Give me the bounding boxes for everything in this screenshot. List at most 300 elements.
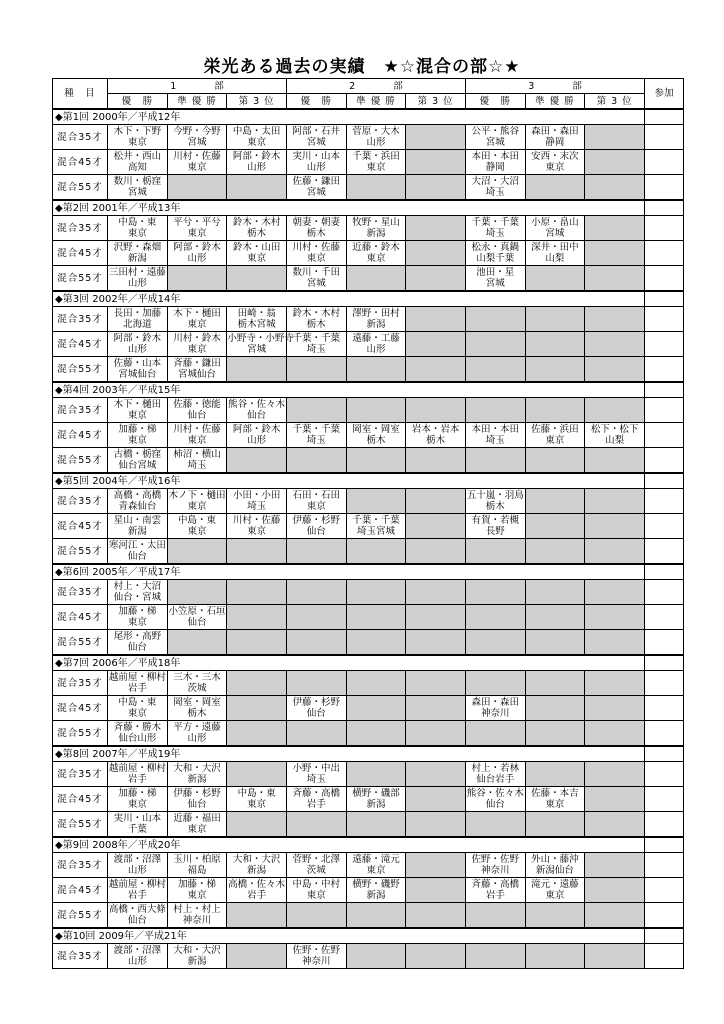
result-cell xyxy=(286,266,346,292)
empty-cell xyxy=(406,696,466,721)
participation-cell xyxy=(645,928,684,944)
player-region: 宮城仙台 xyxy=(177,369,216,380)
event-label: 混合35才 xyxy=(53,307,108,332)
empty-cell xyxy=(406,150,466,175)
player-region: 山形 xyxy=(366,137,386,148)
player-region: 栃木 xyxy=(187,708,207,719)
player-region: 埼玉 xyxy=(306,774,326,785)
player-region: 東京 xyxy=(127,708,147,719)
player-names: 田崎・翁 xyxy=(237,308,276,319)
empty-cell xyxy=(585,398,645,423)
empty-cell xyxy=(585,216,645,241)
player-names: 佐野・佐野 xyxy=(471,854,520,865)
empty-cell xyxy=(346,696,406,721)
empty-cell xyxy=(406,398,466,423)
result-cell xyxy=(227,514,287,539)
player-region: 青森仙台 xyxy=(118,501,157,512)
player-names: 澤野・田村 xyxy=(352,308,400,319)
player-names: 村上・大沼 xyxy=(113,581,162,592)
player-region: 東京 xyxy=(247,253,267,264)
player-names: 伊藤・杉野 xyxy=(292,697,341,708)
result-cell xyxy=(227,241,287,266)
empty-cell xyxy=(406,514,466,539)
empty-cell xyxy=(406,241,466,266)
participation-cell xyxy=(645,944,684,969)
empty-cell xyxy=(406,307,466,332)
player-region: 東京 xyxy=(127,435,147,446)
result-cell xyxy=(108,216,168,241)
result-cell xyxy=(346,241,406,266)
event-label: 混合55才 xyxy=(53,357,108,383)
player-region: 岩手 xyxy=(306,799,326,810)
empty-cell xyxy=(167,175,227,201)
player-names: 外山・藤沖 xyxy=(531,854,579,865)
result-cell xyxy=(108,605,168,630)
table-row xyxy=(53,762,684,787)
empty-cell xyxy=(406,812,466,838)
result-cell xyxy=(108,696,168,721)
result-cell xyxy=(108,787,168,812)
participation-cell xyxy=(645,291,684,307)
result-cell xyxy=(108,423,168,448)
player-names: 有賀・若槻 xyxy=(471,515,520,526)
event-label: 混合35才 xyxy=(53,216,108,241)
player-region: 新潟 xyxy=(127,526,147,537)
player-region: 東京 xyxy=(127,228,147,239)
player-region: 仙台 xyxy=(187,410,207,421)
result-cell xyxy=(167,332,227,357)
table-row xyxy=(53,216,684,241)
result-cell xyxy=(346,332,406,357)
empty-cell xyxy=(406,448,466,474)
empty-cell xyxy=(167,580,227,605)
player-names: 千葉・千葉 xyxy=(292,424,341,435)
player-region: 東京 xyxy=(366,253,386,264)
section-heading: ◆第8回 2007年／平成19年 xyxy=(53,746,645,762)
result-cell xyxy=(346,878,406,903)
player-region: 東京 xyxy=(127,137,147,148)
player-names: 斉藤・高橋 xyxy=(471,879,520,890)
player-names: 森田・森田 xyxy=(531,126,579,137)
result-cell xyxy=(108,514,168,539)
participation-cell xyxy=(645,307,684,332)
participation-cell xyxy=(645,200,684,216)
result-cell xyxy=(227,150,287,175)
table-row xyxy=(53,448,684,474)
player-region: 埼玉宮城 xyxy=(356,526,395,537)
empty-cell xyxy=(406,332,466,357)
empty-cell xyxy=(227,721,287,747)
result-cell xyxy=(525,423,585,448)
player-names: 越前屋・柳村 xyxy=(108,879,166,890)
participation-cell xyxy=(645,605,684,630)
result-cell xyxy=(227,787,287,812)
empty-cell xyxy=(465,332,525,357)
result-cell xyxy=(167,423,227,448)
empty-cell xyxy=(286,903,346,929)
player-region: 宮城 xyxy=(485,137,505,148)
participation-cell xyxy=(645,266,684,292)
participation-cell xyxy=(645,671,684,696)
empty-cell xyxy=(346,448,406,474)
player-region: 東京 xyxy=(306,501,326,512)
event-label: 混合45才 xyxy=(53,332,108,357)
player-region: 茨城 xyxy=(306,865,326,876)
player-region: 仙台山形 xyxy=(118,733,157,744)
empty-cell xyxy=(167,266,227,292)
player-region: 静岡 xyxy=(545,137,565,148)
result-cell xyxy=(525,241,585,266)
player-region: 宮城 xyxy=(187,137,207,148)
player-region: 仙台・宮城 xyxy=(113,592,162,603)
empty-cell xyxy=(346,903,406,929)
player-names: 伊藤・杉野 xyxy=(173,788,221,799)
event-label: 混合45才 xyxy=(53,150,108,175)
event-label: 混合35才 xyxy=(53,489,108,514)
empty-cell xyxy=(286,605,346,630)
empty-cell xyxy=(465,605,525,630)
place-header: 第 3 位 xyxy=(406,94,466,110)
event-label: 混合35才 xyxy=(53,853,108,878)
participation-cell xyxy=(645,812,684,838)
player-names: 伊藤・杉野 xyxy=(292,515,341,526)
empty-cell xyxy=(406,787,466,812)
empty-cell xyxy=(406,903,466,929)
player-region: 栃木宮城 xyxy=(237,319,276,330)
place-header: 優 勝 xyxy=(286,94,346,110)
event-label: 混合55才 xyxy=(53,266,108,292)
result-cell xyxy=(108,307,168,332)
player-region: 山梨千葉 xyxy=(476,253,515,264)
result-cell xyxy=(286,696,346,721)
participation-cell xyxy=(645,564,684,580)
player-names: 中島・東 xyxy=(118,697,157,708)
result-cell xyxy=(346,307,406,332)
place-header: 第 3 位 xyxy=(585,94,645,110)
empty-cell xyxy=(167,539,227,565)
player-names: 近藤・福田 xyxy=(173,813,221,824)
empty-cell xyxy=(227,448,287,474)
player-names: 木下・樋田 xyxy=(113,399,162,410)
table-row xyxy=(53,787,684,812)
player-region: 東京 xyxy=(545,799,565,810)
result-cell xyxy=(108,266,168,292)
participation-cell xyxy=(645,150,684,175)
player-names: 岡室・岡室 xyxy=(352,424,400,435)
player-names: 松永・真鍋 xyxy=(471,242,520,253)
empty-cell xyxy=(525,944,585,969)
participation-cell xyxy=(645,448,684,474)
empty-cell xyxy=(406,489,466,514)
result-cell xyxy=(286,241,346,266)
result-cell xyxy=(227,125,287,150)
result-cell xyxy=(167,241,227,266)
result-cell xyxy=(108,150,168,175)
result-cell xyxy=(346,514,406,539)
player-region: 山形 xyxy=(247,435,267,446)
result-cell xyxy=(167,721,227,747)
table-row xyxy=(53,671,684,696)
participation-cell xyxy=(645,903,684,929)
player-names: 斉藤・高橋 xyxy=(292,788,341,799)
empty-cell xyxy=(525,762,585,787)
empty-cell xyxy=(346,175,406,201)
result-cell xyxy=(167,150,227,175)
player-names: 渡部・沼澤 xyxy=(113,854,162,865)
result-cell xyxy=(286,175,346,201)
player-names: 岡室・岡室 xyxy=(173,697,221,708)
place-header: 準 優 勝 xyxy=(346,94,406,110)
result-cell xyxy=(465,241,525,266)
empty-cell xyxy=(525,630,585,656)
player-names: 池田・星 xyxy=(476,267,515,278)
player-names: 加藤・梯 xyxy=(118,424,157,435)
result-cell xyxy=(108,853,168,878)
participation-cell xyxy=(645,175,684,201)
player-names: 横野・磯部 xyxy=(352,788,400,799)
player-names: 千葉・浜田 xyxy=(352,151,400,162)
result-cell xyxy=(108,448,168,474)
player-names: 柿沼・横山 xyxy=(173,449,221,460)
empty-cell xyxy=(286,398,346,423)
result-cell xyxy=(108,762,168,787)
result-cell xyxy=(108,539,168,565)
player-region: 宮城 xyxy=(545,228,565,239)
player-region: 埼玉 xyxy=(247,501,267,512)
player-names: 石田・石田 xyxy=(292,490,341,501)
player-region: 岩手 xyxy=(247,890,267,901)
participation-cell xyxy=(645,655,684,671)
empty-cell xyxy=(525,357,585,383)
event-label: 混合45才 xyxy=(53,878,108,903)
player-names: 三木・三木 xyxy=(173,672,221,683)
empty-cell xyxy=(346,944,406,969)
player-region: 新潟 xyxy=(127,253,147,264)
empty-cell xyxy=(406,266,466,292)
empty-cell xyxy=(406,539,466,565)
player-region: 新潟 xyxy=(366,890,386,901)
result-cell xyxy=(346,853,406,878)
participation-cell xyxy=(645,423,684,448)
player-region: 山形 xyxy=(127,865,147,876)
player-region: 東京 xyxy=(127,799,147,810)
player-names: 寒河江・太田 xyxy=(108,540,166,551)
empty-cell xyxy=(227,605,287,630)
player-region: 福島 xyxy=(187,865,207,876)
empty-cell xyxy=(465,357,525,383)
player-region: 仙台 xyxy=(306,708,326,719)
result-cell xyxy=(525,150,585,175)
player-names: 斉藤・鎌田 xyxy=(173,358,221,369)
empty-cell xyxy=(227,903,287,929)
result-cell xyxy=(346,216,406,241)
empty-cell xyxy=(227,175,287,201)
player-region: 埼玉 xyxy=(485,228,505,239)
result-cell xyxy=(108,671,168,696)
player-region: 山形 xyxy=(127,344,147,355)
empty-cell xyxy=(465,671,525,696)
result-cell xyxy=(167,216,227,241)
empty-cell xyxy=(346,812,406,838)
player-region: 東京 xyxy=(187,319,207,330)
player-names: 実川・山本 xyxy=(113,813,162,824)
empty-cell xyxy=(585,853,645,878)
empty-cell xyxy=(346,580,406,605)
empty-cell xyxy=(227,539,287,565)
table-row xyxy=(53,241,684,266)
player-region: 東京 xyxy=(127,617,147,628)
player-region: 東京 xyxy=(187,501,207,512)
empty-cell xyxy=(585,241,645,266)
section-heading: ◆第6回 2005年／平成17年 xyxy=(53,564,645,580)
player-names: 中島・東 xyxy=(237,788,276,799)
result-cell xyxy=(108,580,168,605)
event-label: 混合55才 xyxy=(53,812,108,838)
empty-cell xyxy=(585,125,645,150)
player-region: 岩手 xyxy=(127,774,147,785)
empty-cell xyxy=(585,696,645,721)
table-row xyxy=(53,423,684,448)
player-region: 高知 xyxy=(127,162,147,173)
player-names: 村上・若林 xyxy=(471,763,520,774)
participation-cell xyxy=(645,580,684,605)
player-region: 山形 xyxy=(127,278,147,289)
result-cell xyxy=(167,357,227,383)
player-region: 栃木 xyxy=(426,435,446,446)
result-cell xyxy=(167,787,227,812)
player-names: 星山・南雲 xyxy=(113,515,162,526)
player-names: 本田・本田 xyxy=(471,151,520,162)
player-names: 五十嵐・羽鳥 xyxy=(466,490,524,501)
participation-cell xyxy=(645,721,684,747)
player-region: 山形 xyxy=(366,344,386,355)
result-cell xyxy=(465,266,525,292)
place-header: 準 優 勝 xyxy=(167,94,227,110)
empty-cell xyxy=(286,630,346,656)
participation-cell xyxy=(645,696,684,721)
empty-cell xyxy=(227,580,287,605)
result-cell xyxy=(227,878,287,903)
result-cell xyxy=(525,125,585,150)
result-cell xyxy=(167,944,227,969)
empty-cell xyxy=(465,630,525,656)
empty-cell xyxy=(286,448,346,474)
results-table xyxy=(52,78,684,969)
player-region: 山形 xyxy=(187,253,207,264)
section-heading: ◆第5回 2004年／平成16年 xyxy=(53,473,645,489)
result-cell xyxy=(108,489,168,514)
player-names: 数川・千田 xyxy=(292,267,341,278)
player-region: 千葉 xyxy=(127,824,147,835)
result-cell xyxy=(108,878,168,903)
player-names: 川村・鈴木 xyxy=(173,333,221,344)
empty-cell xyxy=(585,762,645,787)
empty-cell xyxy=(585,357,645,383)
player-names: 古橋・栃窪 xyxy=(113,449,162,460)
result-cell xyxy=(167,696,227,721)
event-header: 種 目 xyxy=(53,79,108,110)
player-region: 山形 xyxy=(127,956,147,967)
result-cell xyxy=(167,307,227,332)
participation-cell xyxy=(645,787,684,812)
result-cell xyxy=(167,398,227,423)
empty-cell xyxy=(227,671,287,696)
player-names: 阿部・鈴木 xyxy=(232,424,281,435)
event-label: 混合55才 xyxy=(53,630,108,656)
event-label: 混合45才 xyxy=(53,696,108,721)
player-names: 安西・末次 xyxy=(531,151,579,162)
empty-cell xyxy=(585,307,645,332)
result-cell xyxy=(346,423,406,448)
player-names: 数川・栃窪 xyxy=(113,176,162,187)
division-3-header: 3 部 xyxy=(465,79,644,94)
player-names: 小笠原・石垣 xyxy=(168,606,226,617)
result-cell xyxy=(167,671,227,696)
player-names: 千葉・千葉 xyxy=(292,333,341,344)
player-region: 茨城 xyxy=(187,683,207,694)
player-names: 松下・松下 xyxy=(590,424,639,435)
player-names: 木ノ下・樋田 xyxy=(168,490,226,501)
empty-cell xyxy=(525,580,585,605)
table-row xyxy=(53,125,684,150)
player-names: 渡部・沼澤 xyxy=(113,945,162,956)
empty-cell xyxy=(585,175,645,201)
empty-cell xyxy=(227,762,287,787)
participation-cell xyxy=(645,125,684,150)
player-names: 熊谷・佐々木 xyxy=(228,399,286,410)
result-cell xyxy=(108,175,168,201)
player-names: 中島・太田 xyxy=(232,126,281,137)
player-region: 宮城 xyxy=(306,137,326,148)
participation-cell xyxy=(645,357,684,383)
empty-cell xyxy=(227,812,287,838)
player-region: 仙台岩手 xyxy=(476,774,515,785)
player-region: 仙台 xyxy=(127,915,147,926)
empty-cell xyxy=(525,721,585,747)
event-label: 混合35才 xyxy=(53,398,108,423)
empty-cell xyxy=(585,787,645,812)
player-region: 東京 xyxy=(366,162,386,173)
player-names: 沢野・森畑 xyxy=(113,242,162,253)
player-names: 越前屋・柳村 xyxy=(108,763,166,774)
player-names: 森田・森田 xyxy=(471,697,520,708)
result-cell xyxy=(585,423,645,448)
table-row xyxy=(53,721,684,747)
empty-cell xyxy=(465,307,525,332)
player-names: 尾形・高野 xyxy=(113,631,162,642)
result-cell xyxy=(525,853,585,878)
empty-cell xyxy=(525,489,585,514)
player-region: 仙台 xyxy=(187,799,207,810)
empty-cell xyxy=(406,878,466,903)
player-region: 仙台 xyxy=(306,526,326,537)
empty-cell xyxy=(406,580,466,605)
empty-cell xyxy=(406,944,466,969)
section-heading: ◆第7回 2006年／平成18年 xyxy=(53,655,645,671)
player-region: 東京 xyxy=(306,890,326,901)
result-cell xyxy=(108,944,168,969)
player-names: 岩本・岩本 xyxy=(411,424,460,435)
result-cell xyxy=(286,125,346,150)
player-names: 川村・佐藤 xyxy=(292,242,341,253)
result-cell xyxy=(286,878,346,903)
empty-cell xyxy=(585,489,645,514)
player-region: 静岡 xyxy=(485,162,505,173)
result-cell xyxy=(227,398,287,423)
player-names: 阿部・鈴木 xyxy=(173,242,221,253)
result-cell xyxy=(286,150,346,175)
player-region: 山梨 xyxy=(545,253,565,264)
